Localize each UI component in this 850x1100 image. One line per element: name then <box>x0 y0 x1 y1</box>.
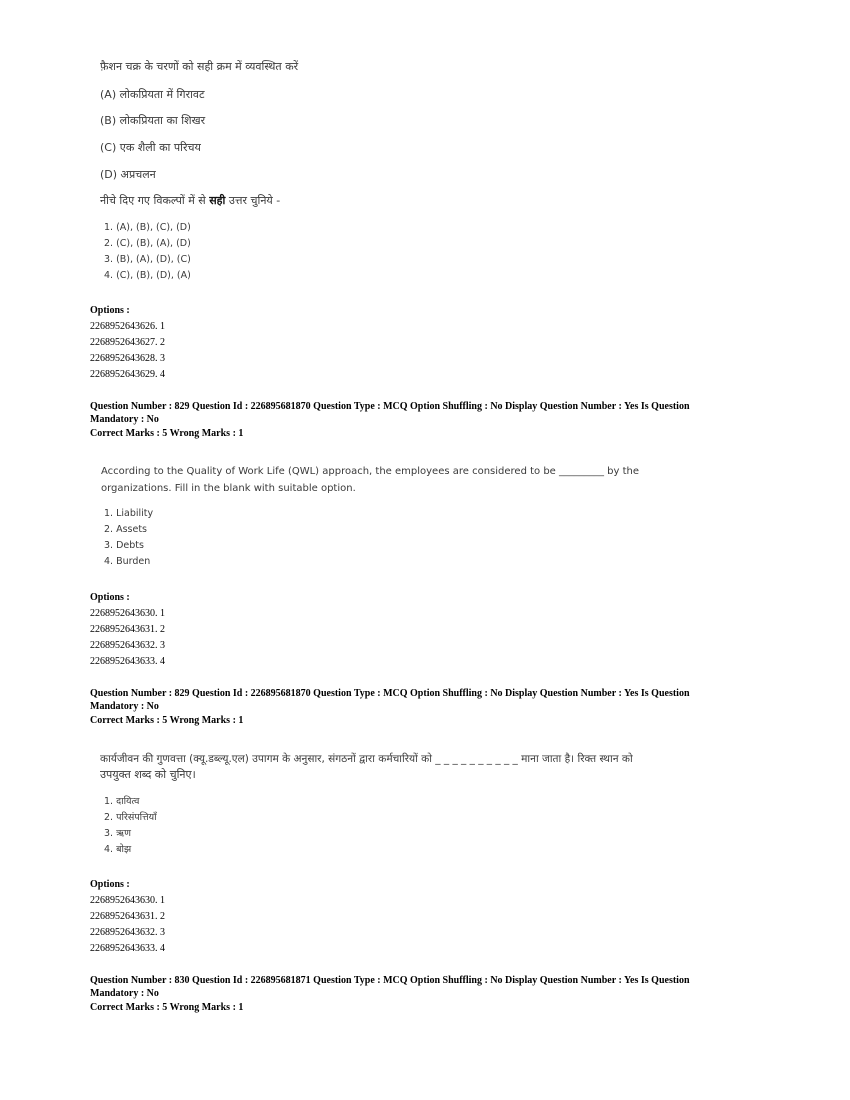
meta-line: Question Number : 829 Question Id : 226895681870 Question Type : MCQ Option Shuffling : No Display Question Number : Yes Is Question <box>90 688 690 699</box>
choice-item: 4. बोझ <box>104 844 132 855</box>
question-1-stem-text: फ़ैशन चक्र के चरणों को सही क्रम में व्यवस्थित करें <box>100 60 299 73</box>
option-id: 2268952643633. 4 <box>90 943 165 954</box>
question-2-stem <box>101 465 639 496</box>
question-2-line: organizations. Fill in the blank with suitable option. <box>101 483 356 494</box>
choice-item: 2. परिसंपत्तियाँ <box>104 812 157 823</box>
choice-item: 1. दायित्व <box>104 796 140 807</box>
choice-item: 4. Burden <box>104 556 151 567</box>
option-id: 2268952643632. 3 <box>90 640 165 651</box>
options-label: Options : <box>90 879 130 890</box>
meta-line: Mandatory : No <box>90 700 159 712</box>
choice-item: 3. Debts <box>104 540 144 551</box>
question-3-line: कार्यजीवन की गुणवत्ता (क्यू.डब्ल्यू.एल) उपागम के अनुसार, संगठनों द्वारा कर्मचारियों को _ _ _ _ _ _ _ _ _ _ माना जाता है। रिक्त स्थान को <box>100 753 633 765</box>
question-2-line: According to the Quality of Work Life (QWL) approach, the employees are considered to be _________ by the <box>101 466 640 477</box>
options-block-3 <box>90 877 165 957</box>
option-id: 2268952643627. 2 <box>90 337 165 348</box>
bold-correct-word: सही <box>209 194 226 207</box>
choice-item: 3. (B), (A), (D), (C) <box>104 254 191 265</box>
question-1-item-a: (A) लोकप्रियता में गिरावट <box>100 88 205 101</box>
option-id: 2268952643632. 3 <box>90 927 165 938</box>
question-3-line: उपयुक्त शब्द को चुनिए। <box>100 768 196 781</box>
choice-item: 3. ऋण <box>104 828 132 839</box>
option-id: 2268952643630. 1 <box>90 895 165 906</box>
question-1-item-b: (B) लोकप्रियता का शिखर <box>100 114 206 127</box>
options-block-1 <box>90 303 165 383</box>
meta-line: Mandatory : No <box>90 987 159 999</box>
options-label: Options : <box>90 592 130 603</box>
meta-marks: Correct Marks : 5 Wrong Marks : 1 <box>90 715 244 726</box>
choice-item: 4. (C), (B), (D), (A) <box>104 270 191 281</box>
question-3-choices <box>104 794 157 858</box>
option-id: 2268952643626. 1 <box>90 321 165 332</box>
choice-item: 2. Assets <box>104 524 148 535</box>
question-3-stem <box>100 752 633 782</box>
option-id: 2268952643633. 4 <box>90 656 165 667</box>
choice-item: 2. (C), (B), (A), (D) <box>104 238 191 249</box>
question-meta-1 <box>90 401 750 441</box>
options-label: Options : <box>90 305 130 316</box>
choice-item: 1. (A), (B), (C), (D) <box>104 222 191 233</box>
question-meta-2 <box>90 688 750 728</box>
meta-line: Mandatory : No <box>90 413 159 425</box>
question-2-choices <box>104 506 153 570</box>
question-meta-3 <box>90 975 750 1015</box>
options-block-2 <box>90 590 165 670</box>
meta-line: Question Number : 830 Question Id : 226895681871 Question Type : MCQ Option Shuffling : No Display Question Number : Yes Is Question <box>90 975 690 986</box>
question-1-instruction: नीचे दिए गए विकल्पों में से सही उत्तर चुनिये - <box>100 194 281 207</box>
question-1-item-d: (D) अप्रचलन <box>100 168 156 181</box>
meta-line: Question Number : 829 Question Id : 226895681870 Question Type : MCQ Option Shuffling : No Display Question Number : Yes Is Question <box>90 401 690 412</box>
question-1-choices <box>104 220 191 284</box>
meta-marks: Correct Marks : 5 Wrong Marks : 1 <box>90 1002 244 1013</box>
question-1-stem <box>100 60 298 74</box>
option-id: 2268952643631. 2 <box>90 911 165 922</box>
option-id: 2268952643631. 2 <box>90 624 165 635</box>
meta-marks: Correct Marks : 5 Wrong Marks : 1 <box>90 428 244 439</box>
option-id: 2268952643629. 4 <box>90 369 165 380</box>
option-id: 2268952643630. 1 <box>90 608 165 619</box>
option-id: 2268952643628. 3 <box>90 353 165 364</box>
question-1-item-c: (C) एक शैली का परिचय <box>100 141 201 154</box>
choice-item: 1. Liability <box>104 508 154 519</box>
